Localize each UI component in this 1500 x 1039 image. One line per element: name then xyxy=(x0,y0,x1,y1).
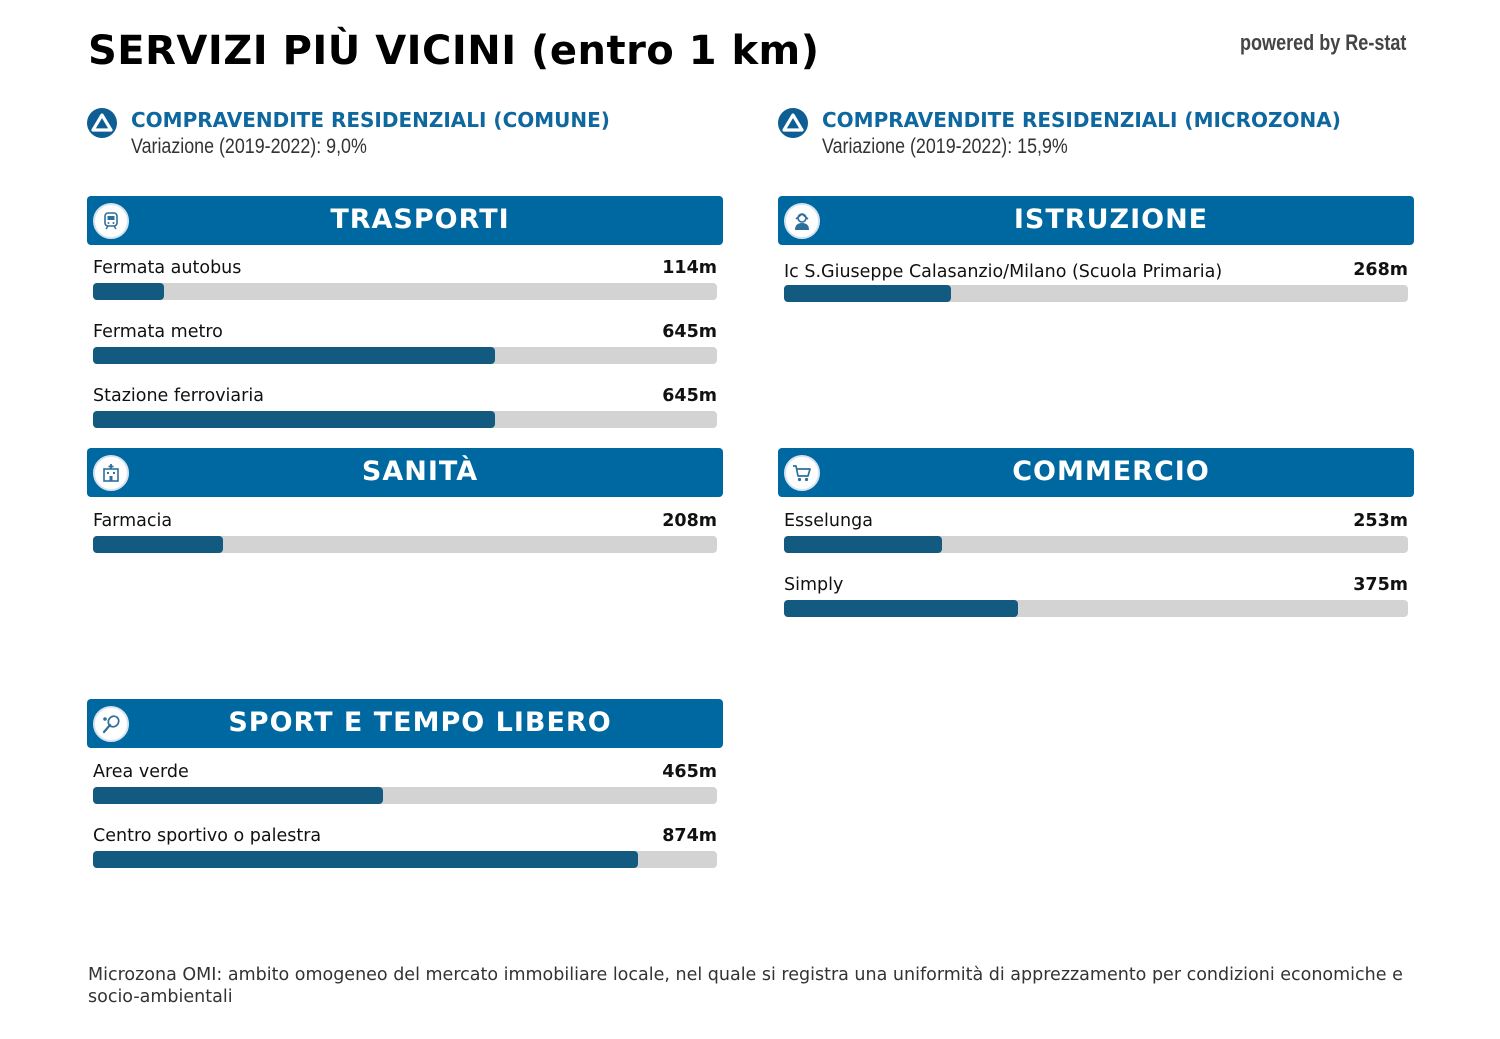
item-distance: 208m xyxy=(662,511,717,531)
list-item xyxy=(784,575,1408,627)
list-item xyxy=(784,260,1408,312)
section-title: SANITÀ xyxy=(361,456,479,487)
item-label: Ic S.Giuseppe Calasanzio/Milano (Scuola Primaria) xyxy=(784,262,1223,282)
distance-bar-fill xyxy=(93,411,495,428)
distance-bar-fill xyxy=(93,787,383,804)
item-label: Fermata metro xyxy=(93,322,223,342)
item-label: Farmacia xyxy=(93,511,173,531)
item-label: Stazione ferroviaria xyxy=(93,386,264,406)
distance-bar-track xyxy=(93,536,717,553)
distance-bar-fill xyxy=(784,600,1018,617)
section-header xyxy=(778,196,1414,245)
distance-bar-fill xyxy=(93,851,638,868)
item-label: Centro sportivo o palestra xyxy=(93,826,322,846)
distance-bar-fill xyxy=(93,347,495,364)
distance-bar-fill xyxy=(784,536,942,553)
item-distance: 375m xyxy=(1353,575,1408,595)
distance-bar-fill xyxy=(784,285,951,302)
section-header xyxy=(87,448,723,497)
section-header xyxy=(778,448,1414,497)
distance-bar-fill xyxy=(93,283,164,300)
stat-subtitle: Variazione (2019-2022): 15,9% xyxy=(822,135,1068,158)
item-distance: 268m xyxy=(1353,260,1408,280)
list-item xyxy=(93,386,717,438)
list-item xyxy=(93,322,717,374)
item-distance: 114m xyxy=(662,258,717,278)
powered-by-logo: powered by Re-stat xyxy=(1240,30,1407,55)
section-title: COMMERCIO xyxy=(1012,456,1210,487)
section-header xyxy=(87,699,723,748)
footnote: Microzona OMI: ambito omogeneo del mercato immobiliare locale, nel quale si registra una uniformità di apprezzamento per condizioni economiche e socio-ambientali xyxy=(88,965,1403,1007)
list-item xyxy=(93,258,717,310)
distance-bar-track xyxy=(93,283,717,300)
item-label: Area verde xyxy=(93,762,189,782)
stat-subtitle: Variazione (2019-2022): 9,0% xyxy=(131,135,367,158)
item-distance: 465m xyxy=(662,762,717,782)
distance-bar-track xyxy=(93,411,717,428)
section-header xyxy=(87,196,723,245)
section-title: SPORT E TEMPO LIBERO xyxy=(228,707,612,738)
stat-title: COMPRAVENDITE RESIDENZIALI (COMUNE) xyxy=(131,108,610,132)
section-title: TRASPORTI xyxy=(330,204,510,235)
triangle-up-icon xyxy=(778,108,808,138)
item-distance: 874m xyxy=(662,826,717,846)
distance-bar-track xyxy=(93,347,717,364)
section-title: ISTRUZIONE xyxy=(1013,204,1209,235)
item-distance: 645m xyxy=(662,386,717,406)
distance-bar-track xyxy=(93,851,717,868)
distance-bar-track xyxy=(784,536,1408,553)
item-label: Simply xyxy=(784,575,844,595)
item-distance: 645m xyxy=(662,322,717,342)
triangle-up-icon xyxy=(87,108,117,138)
distance-bar-fill xyxy=(93,536,223,553)
item-distance: 253m xyxy=(1353,511,1408,531)
page-title: SERVIZI PIÙ VICINI (entro 1 km) xyxy=(88,28,820,74)
distance-bar-track xyxy=(93,787,717,804)
list-item xyxy=(93,511,717,563)
distance-bar-track xyxy=(784,600,1408,617)
distance-bar-track xyxy=(784,285,1408,302)
stat-title: COMPRAVENDITE RESIDENZIALI (MICROZONA) xyxy=(822,108,1341,132)
item-label: Esselunga xyxy=(784,511,873,531)
item-label: Fermata autobus xyxy=(93,258,242,278)
list-item xyxy=(93,762,717,814)
list-item xyxy=(93,826,717,878)
list-item xyxy=(784,511,1408,563)
